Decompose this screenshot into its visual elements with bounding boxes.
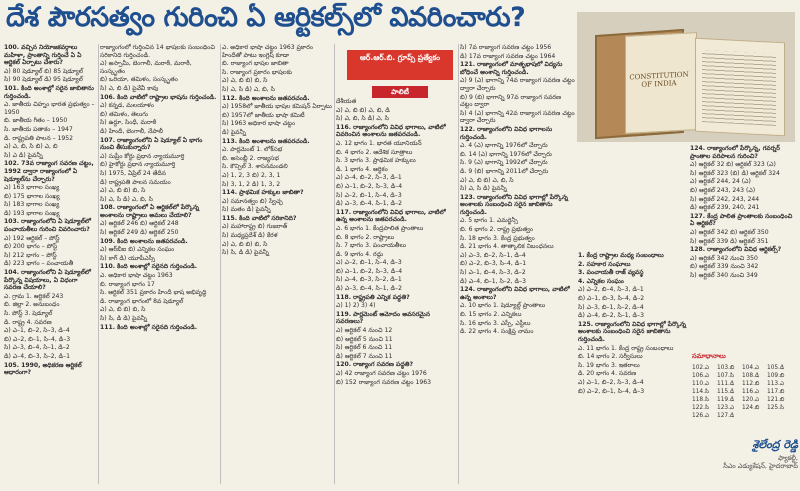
question-line: బి) తమిళం, తెలుగు bbox=[100, 110, 148, 118]
question-line: ఎ) ఎ–1, బి–2, సి–3, డి–4 bbox=[4, 327, 70, 335]
book-text-lines bbox=[702, 50, 776, 126]
answer-item: 125.సి bbox=[767, 405, 784, 411]
question-line: ఎ. 5 భాగం 1. ఎమర్జెన్సీ bbox=[460, 217, 518, 225]
answer-item: 122.సి bbox=[692, 405, 709, 411]
question-line: ఎ) ఎ–2, బి–4, సి–3, డి–1 bbox=[578, 286, 644, 294]
question-line: సి. 19 భాగం 3. ఇతరాలు bbox=[578, 361, 640, 369]
question-line: సి) 3, 1, 2 డి) 1, 3, 2 bbox=[222, 180, 281, 188]
series-banner bbox=[347, 50, 453, 80]
question-line: ఎ) ఆర్టికల్ 32 బి) ఆర్టికల్ 323 (ఎ) bbox=[690, 161, 776, 169]
question-column-4 bbox=[336, 98, 456, 486]
question-line: డి. రాజ్యాంగ భాగంలో 8వ షెడ్యూల్ bbox=[100, 297, 184, 305]
question-line: డి) పైవన్నీ bbox=[222, 128, 246, 136]
question-line: సి) 183 భాగాల సంఖ్య bbox=[4, 201, 60, 209]
answer-item: 104.ఎ bbox=[742, 365, 760, 371]
question-line: సి) ఉర్దూ, సింధీ, మరాఠీ bbox=[100, 119, 157, 127]
question-line: సి) ఎ, బి, సి డి) ఎ, సి bbox=[336, 115, 389, 123]
question-line: బి) ఎ–1, బి–2, సి–3, డి–4 bbox=[336, 267, 403, 275]
question-line: ఎ) ఎ, బి బి) ఎ, బి, డి bbox=[336, 106, 390, 114]
question-line: బి) 152 రాజ్యాంగ సవరణ చట్టం 1963 bbox=[336, 378, 431, 386]
author-byline bbox=[710, 438, 798, 488]
question-line: బి. 8 భాగం 2. రాష్ట్రాలు bbox=[336, 233, 395, 241]
answer-item: 123.ఎ bbox=[717, 405, 735, 411]
question-line: 115. కింది వాటిలో సరికానిది? bbox=[222, 214, 297, 222]
answer-item: 107.సి bbox=[717, 373, 734, 379]
question-line: సి. 3 భాగం 3. ప్రాథమిక హక్కులు bbox=[336, 157, 416, 165]
question-line: 4. ఎన్నికల సంఘం bbox=[578, 277, 624, 285]
answer-item: 119.డి bbox=[717, 397, 735, 403]
question-line: 127. కేంద్ర పాలిత ప్రాంతాలకు సంబంధించి ఏ ఆర్టికల్? bbox=[690, 212, 793, 228]
question-line: సి) మతం డి) పైవన్నీ bbox=[222, 206, 271, 214]
question-line: సి. జాతీయ పతాకం – 1947 bbox=[4, 125, 73, 133]
question-line: డి) ఎ–3, బి–4, సి–1, డి–2 bbox=[336, 200, 402, 208]
question-line: ఎ) కన్నడ, మలయాళం bbox=[100, 102, 154, 110]
question-line: ఎ) ఆర్టికల్ 4 నుంచి 12 bbox=[336, 327, 393, 335]
question-line: ఎ) ఎ–2, బి–1, సి–4, డి–3 bbox=[336, 259, 402, 267]
question-line: ఎ. 11 భాగం 1. కేంద్ర రాష్ట్ర సంబంధాలు bbox=[578, 344, 674, 352]
question-line: ఎ) 163 భాగాల సంఖ్య bbox=[4, 184, 60, 192]
question-line: ఎ) 192 ఆర్టికల్ – పోస్ట్ bbox=[4, 234, 60, 242]
question-line: ఎ. 12 భాగం 1. భారత యూనియన్ bbox=[336, 139, 422, 147]
question-line: సి) ఎ–3, బి–4, సి–1, డి–2 bbox=[4, 344, 70, 352]
question-line: 123. రాజ్యాంగంలోని వివిధ భాగాల్లో పేర్కొన్న అంశాలకు సంబంధించి సరైన జాబితాను గుర్తించండి. bbox=[460, 193, 569, 216]
question-line: 100. వచ్చిన నియోజకవర్గాలు మహిళా, ప్రాంతాన్ని గుర్తించే ఏ ఏ ఆర్టికల్ ఏర్పాటు చేశారు? bbox=[4, 44, 82, 67]
question-line: ఎ) 9 (ఎ) భాగాన్ని 74వ రాజ్యాంగ సవరణ చట్టం ద్వారా చేర్చారు bbox=[460, 77, 575, 92]
question-line: ఎ) 1) 2) 3) 4) bbox=[336, 302, 376, 310]
page-headline: దేశ పౌరసత్వం గురించి ఏ ఆర్టికల్స్‌లో వివరించారు? bbox=[6, 2, 526, 33]
question-line: బి) ఆర్టికల్ 243, 243 (ఎ) bbox=[690, 186, 756, 194]
answer-item: 124.బి bbox=[742, 405, 760, 411]
question-line: ఎ) ఎ, బి బి) బి, సి bbox=[222, 240, 268, 248]
question-line: 108. రాజ్యాంగంలో ఏ ఆర్టికల్‌లో పేర్కొన్న అంశాలను రాష్ట్రాలు అమలు చేయాలి? bbox=[100, 204, 200, 219]
question-line: 107. రాజ్యాంగంలోని ఏ షెడ్యూల్ ఏ భాగం నుంచి తీసుకున్నారు? bbox=[100, 136, 203, 152]
question-line: ఎ) అస్సామీ, బెంగాలీ, మరాఠీ, మరాఠీ, సంస్కృతం bbox=[100, 60, 192, 75]
question-line: 102. 73వ రాజ్యాంగ సవరణ చట్టం, 1992 ద్వారా రాజ్యాంగంలో ఏ షెడ్యూల్‌ను చేర్చారు? bbox=[4, 160, 94, 183]
answer-item: 116.ఎ bbox=[742, 389, 760, 395]
question-line: డి) 193 భాగాల సంఖ్య bbox=[4, 209, 60, 217]
question-line: 105. 1990, అధికరణ ఆర్టికల్ ఆధారంగా? bbox=[4, 361, 82, 377]
question-line: సి) ఎ–2, బి–1, సి–4, డి–3 bbox=[336, 191, 402, 199]
question-line: ఎ) ఆర్‌బీఐ బి) ఎన్నికల సంఘం bbox=[100, 246, 175, 254]
answer-item: 108.డి bbox=[742, 373, 760, 379]
question-line: ఎ) ఎ, బి బి) బి, సి bbox=[222, 77, 268, 85]
question-line: 112. కింది అంశాలను జతపరచండి. bbox=[222, 94, 310, 102]
question-column-6 bbox=[578, 252, 698, 482]
question-line: 101. కింది అంశాల్లో సరైన జాబితాను గుర్తించండి. bbox=[4, 84, 94, 100]
question-line: బి) హైకోర్టు ప్రధాన న్యాయమూర్తి bbox=[100, 161, 176, 169]
question-line: డి) ఆర్టికల్ 239, 240, 241 bbox=[690, 204, 760, 212]
divider bbox=[334, 44, 335, 484]
question-line: సి) 90 షెడ్యూల్ డి) 95 షెడ్యూల్ bbox=[4, 76, 83, 84]
question-line: బి. 15 భాగం 2. ఎన్నికలు bbox=[460, 311, 522, 318]
author-name: శైలేంద్ర రెడ్డి bbox=[752, 438, 798, 451]
question-line: డి. 9 (బి) భాగాన్ని 2011లో చేర్చారు bbox=[460, 167, 549, 175]
question-line: 124. రాజ్యాంగంలో పేర్కొన్న, గవర్నర్ ప్రాంతాల పరిపాలన గురించి? bbox=[690, 145, 780, 160]
question-line: ఎ) మహారాష్ట్ర బి) గుజరాత్ bbox=[222, 223, 288, 231]
question-line: 104. రాజ్యాంగంలోని ఏ షెడ్యూల్‌లో పేర్కొన్న విషయాలు, ఏ విధంగా సవరణ చేయాలి? bbox=[4, 269, 91, 292]
answer-item: 106.ఎ bbox=[692, 373, 710, 379]
question-line: బి. 14 భాగం 2. సర్వీసులు bbox=[578, 353, 643, 361]
question-line: సి) సి, డి డి) పైవన్నీ bbox=[222, 249, 270, 257]
constitution-book-photo bbox=[577, 12, 795, 142]
question-line: సి) ఆర్టికల్ 323 (బి) డి) ఆర్టికల్ 324 bbox=[690, 169, 780, 177]
answer-item: 117.బి bbox=[767, 389, 785, 395]
question-line: ఎ) 1, 2, 3 బి) 2, 3, 1 bbox=[222, 171, 281, 179]
question-line: సి. 18 భాగం 3. కేంద్ర ప్రభుత్వం bbox=[460, 234, 535, 242]
question-line: డి) ఆర్టికల్ 7 నుంచి 11 bbox=[336, 352, 393, 360]
question-line: డి. రాష్ట్రపతి పాలన – 1952 bbox=[4, 134, 74, 142]
answer-item: 102.ఎ bbox=[692, 365, 710, 371]
question-line: బి) ఎ–2, బి–1, సి–4, డి–3 bbox=[4, 335, 71, 343]
question-line: సి) ఎ, సి డి) ఎ, బి, సి bbox=[100, 195, 153, 203]
question-line: 110. కింది అంశాల్లో సరైనది గుర్తించండి. bbox=[100, 263, 198, 271]
question-column-5 bbox=[460, 44, 575, 486]
question-line: 120. రాజ్యాంగ సవరణ పద్ధతి? bbox=[336, 361, 413, 369]
question-line: డి) ఎ–4, బి–2, సి–1, డి–3 bbox=[578, 312, 644, 320]
question-line: రాజ్యాంగంలో గుర్తించిన 14 భాషలకు సంబంధించి సరికానిది గుర్తించండి. bbox=[100, 44, 215, 59]
question-line: సి) 4 (ఎ) భాగాన్ని 42వ రాజ్యాంగ సవరణ చట్టం ద్వారా చేర్చారు bbox=[460, 109, 575, 125]
answer-item: 121.బి bbox=[767, 397, 785, 403]
question-line: సి) ఎ, బి డి) పైవేవీ కావు bbox=[100, 84, 159, 92]
question-line: బి. రాజ్యాంగ భాషల జాబితా bbox=[222, 60, 289, 68]
answer-item: 126.ఎ bbox=[692, 413, 710, 419]
divider bbox=[458, 44, 459, 484]
question-line: 2. సహకార సంఘాలు bbox=[578, 260, 631, 268]
question-line: బి) ఎ–2, బి–1, సి–4, డి–3 bbox=[578, 387, 645, 395]
question-line: 106. కింది వాటిలో రాష్ట్రాల భాషను గుర్తించండి. bbox=[100, 93, 217, 101]
question-line: ఎ) 80 షెడ్యూల్ బి) 85 షెడ్యూల్ bbox=[4, 67, 84, 75]
question-line: 3. పంచాయతీ రాజ్ వ్యవస్థ bbox=[578, 269, 644, 277]
question-line: బి) ఎ–1, బి–3, సి–4, డి–2 bbox=[578, 294, 645, 302]
answer-item: 105.డి bbox=[767, 365, 785, 371]
question-line: ఎ) ఎ, బి బి) బి, సి bbox=[100, 187, 146, 195]
question-line: దేశీయత bbox=[336, 98, 357, 105]
question-line: సి. 9 (ఎ) భాగాన్ని 1992లో చేర్చారు bbox=[460, 159, 548, 167]
answers-box bbox=[692, 352, 792, 420]
question-line: బి. 4 భాగం 2. ఆదేశిక సూత్రాలు bbox=[336, 148, 413, 156]
question-line: సి. కౌన్సిల్ 3. శాసనమండలి bbox=[222, 163, 288, 171]
question-line: సి) 7వ రాజ్యాంగ సవరణ చట్టం 1956 bbox=[460, 44, 552, 51]
question-line: ఎ) 42 రాజ్యాంగ సవరణ చట్టం 1976 bbox=[336, 370, 427, 377]
question-line: ఎ) ఎ, బి బి) ఎ, బి, సి bbox=[460, 176, 514, 184]
question-line: డి) హిందీ, బెంగాలీ, నేపాలీ bbox=[100, 127, 163, 135]
answer-item: 103.బి bbox=[717, 365, 735, 371]
question-line: సి) ఎ–4, బి–3, సి–2, డి–1 bbox=[336, 276, 402, 284]
question-line: ఎ. పార్లమెంట్ 1. లోక్‌సభ bbox=[222, 146, 283, 154]
question-line: సి) ఎ, సి డి) పైవన్నీ bbox=[460, 185, 507, 193]
question-line: సి) ఆర్టికల్ 249 డి) ఆర్టికల్ 250 bbox=[100, 229, 179, 237]
question-line: సి. 16 భాగం 3. ఎస్సీ, ఎస్టీలు bbox=[460, 319, 531, 327]
question-line: బి. 14 (ఎ) భాగాన్ని 1976లో చేర్చారు bbox=[460, 150, 552, 158]
question-line: 117. రాజ్యాంగంలోని వివిధ భాగాలు, వాటిలో ఉన్న అంశాలను జతపరచండి. bbox=[336, 208, 446, 224]
question-line: 119. పార్లమెంట్ ఆమోదం అవసరమైన సవరణలు? bbox=[336, 310, 431, 326]
question-line: సి. ఆర్టికల్ 351 ప్రకారం హిందీ భాష అభివృద్ధి bbox=[100, 289, 207, 297]
answer-item: 127.డి bbox=[717, 413, 735, 419]
question-line: బి. 6 భాగం 2. రాష్ట్ర ప్రభుత్వం bbox=[460, 226, 533, 234]
answer-item: 118.సి bbox=[692, 397, 709, 403]
author-role: ఫ్యాకల్టీ, bbox=[778, 454, 798, 462]
question-line: డి) ఎ–4, బి–3, సి–2, డి–1 bbox=[4, 352, 70, 360]
question-column-1 bbox=[4, 44, 96, 486]
question-line: సి) కాగ్ డి) యూపీఎస్సీ bbox=[100, 254, 156, 262]
question-line: ఎ) ఎ, బి, సి బి) ఎ, బి bbox=[4, 143, 58, 151]
question-line: 109. కింది అంశాలను జతపరచండి. bbox=[100, 237, 188, 245]
question-line: సి) ఆర్టికల్ 339 డి) ఆర్టికల్ 351 bbox=[690, 237, 769, 245]
divider bbox=[220, 44, 221, 484]
question-line: 103. రాజ్యాంగంలోని ఏ షెడ్యూల్‌లో పంచాయతీలు గురించి వివరించారు? bbox=[4, 218, 91, 234]
answer-item: 112.బి bbox=[742, 381, 760, 387]
question-line: సి) 1975, ఏప్రిల్ 24 తేదీన bbox=[100, 169, 166, 177]
question-line: సి) సి, డి డి) పైవన్నీ bbox=[100, 315, 148, 322]
question-line: బి) ఎ–1, బి–2, సి–3, డి–4 bbox=[336, 182, 403, 190]
question-line: సి) ఎ, సి డి) ఎ, బి, సి bbox=[222, 85, 275, 93]
question-line: డి) రాష్ట్రపతి పాలన సమయం bbox=[100, 178, 171, 186]
question-column-7 bbox=[690, 145, 798, 279]
question-line: 125. రాజ్యాంగంలోని వివిధ భాగాల్లో పేర్కొన్న అంశాలకు సంబంధించి సరైన జాబితాను గుర్తించండి. bbox=[578, 320, 687, 343]
question-line: సి) 1963 అధికార భాషా చట్టం bbox=[222, 120, 296, 128]
answer-item: 115.డి bbox=[717, 389, 735, 395]
question-line: డి) 17వ రాజ్యాంగ సవరణ చట్టం 1964 bbox=[460, 52, 556, 60]
question-line: ఎ) సుప్రీం కోర్టు ప్రధాన న్యాయమూర్తి bbox=[100, 152, 185, 160]
question-line: బి) ఎ–2, బి–3, సి–4, డి–1 bbox=[460, 260, 527, 268]
question-line: 118. రాష్ట్రపతి ఎన్నిక పద్ధతి? bbox=[336, 293, 410, 301]
question-line: డి. 20 భాగం 4. సవరణ bbox=[578, 370, 637, 378]
question-line: 128. రాజ్యాంగంలోని వివిధ ఆర్టికల్స్? bbox=[690, 246, 782, 254]
question-line: డి. 1 భాగం 4. ఆర్థికం bbox=[336, 165, 388, 173]
question-line: డి) ఎ–3, బి–4, సి–1, డి–2 bbox=[336, 285, 402, 293]
divider bbox=[98, 44, 99, 484]
question-line: డి. 22 భాగం 4. సంక్షిప్త నామం bbox=[460, 328, 534, 336]
question-line: ఎ) 1958లో జాతీయ భాషల కమిషన్ ఏర్పాటు bbox=[222, 103, 332, 111]
question-line: 122. రాజ్యాంగంలోని వివిధ భాగాలను గుర్తించండి. bbox=[460, 125, 553, 141]
question-line: సి) ఎ డి) పైవన్నీ bbox=[4, 151, 43, 159]
question-line: 124. రాజ్యాంగంలోని వివిధ భాగాలు, వాటిలో ఉన్న అంశాలు? bbox=[460, 286, 570, 301]
question-column-3 bbox=[222, 44, 332, 486]
question-column-2 bbox=[100, 44, 218, 486]
question-line: సి) ఆర్టికల్ 242, 243, 244 bbox=[690, 195, 760, 203]
question-line: బి) ఆర్టికల్ 5 నుంచి 11 bbox=[336, 335, 393, 343]
subject-badge: పాలిటీ bbox=[372, 86, 428, 98]
question-line: ఎ. 4 (ఎ) భాగాన్ని 1976లో చేర్చారు bbox=[460, 142, 548, 150]
question-line: బి) 200 భాగం – పోస్ట్ bbox=[4, 243, 58, 251]
question-line: సి) ఆర్టికల్ 6 నుంచి 11 bbox=[336, 344, 393, 352]
answers-grid bbox=[692, 364, 792, 420]
answer-item: 109.బి bbox=[767, 373, 785, 379]
question-line: ఎ) సమానత్వం బి) స్వేచ్ఛ bbox=[222, 197, 283, 205]
answer-item: 113.ఎ bbox=[767, 381, 785, 387]
question-line: బి. రాజ్యాంగ భాగం 17 bbox=[100, 280, 155, 288]
question-line: ఎ) ఆర్టికల్ 244, 24 (ఎ) bbox=[690, 178, 751, 186]
answers-title: సమాధానాలు bbox=[692, 352, 726, 360]
question-line: సి) ఆర్టికల్ 340 నుంచి 349 bbox=[690, 271, 758, 279]
question-line: సి. పోస్ట్ 3. షెడ్యూల్ bbox=[4, 310, 53, 317]
question-line: సి) మధ్యప్రదేశ్ డి) కేరళ bbox=[222, 232, 278, 240]
question-line: డి) 223 భాగం – పంచాయతీ bbox=[4, 260, 74, 268]
question-line: బి) ఆర్టికల్ 339 నుంచి 342 bbox=[690, 263, 759, 271]
question-line: బి) 9 (బి) భాగాన్ని 97వ రాజ్యాంగ సవరణ చట్టం ద్వారా bbox=[460, 93, 562, 109]
question-line: బి) 175 భాగాల సంఖ్య bbox=[4, 192, 60, 200]
question-line: ఎ. జాతీయ చిహ్నం భారత ప్రభుత్వం – 1950 bbox=[4, 101, 95, 116]
question-line: బి. అసెంబ్లీ 2. రాజ్యసభ bbox=[222, 154, 279, 162]
question-line: ఎ. గ్రామ 1. ఆర్టికల్ 243 bbox=[4, 292, 64, 300]
question-line: 1. కేంద్ర రాష్ట్రాల మధ్య సంబంధాలు bbox=[578, 252, 664, 259]
question-line: సి. రాజ్యాంగ ప్రకారం భాషలకు bbox=[222, 68, 293, 76]
question-line: డి. 21 భాగం 4. తాత్కాలిక నిబంధనలు bbox=[460, 243, 554, 251]
question-line: డి. 9 భాగం 4. రద్దు bbox=[336, 250, 384, 258]
question-line: ఎ) ఎ–1, బి–2, సి–3, డి–4 bbox=[578, 378, 644, 386]
question-line: 116. రాజ్యాంగంలోని వివిధ భాగాలు, వాటిలో వివరించిన అంశాలను జతపరచండి. bbox=[336, 123, 446, 139]
question-line: 114. ప్రాథమిక హక్కుల జాబితా? bbox=[222, 189, 304, 197]
question-line: ఎ) ఎ–3, బి–2, సి–1, డి–4 bbox=[460, 251, 526, 259]
question-line: బి. జిల్లా 2. అనుబంధం bbox=[4, 301, 60, 309]
book-title-text: CONSTITUTION OF INDIA bbox=[629, 70, 689, 89]
question-line: బి) ఒరియా, తమిళం, సంస్కృతం bbox=[100, 76, 178, 84]
question-line: ఎ) ఆర్టికల్ 246 బి) ఆర్టికల్ 248 bbox=[100, 220, 179, 228]
question-line: ఎ) ఆర్టికల్ 342 బి) ఆర్టికల్ 350 bbox=[690, 228, 769, 236]
question-line: ఎ) ఆర్టికల్ 342 నుంచి 350 bbox=[690, 254, 758, 262]
question-line: 111. కింది అంశాల్లో సరైనది గుర్తించండి. bbox=[100, 323, 198, 331]
question-line: ఎ. అధికార భాషా చట్టం 1963 bbox=[100, 272, 173, 280]
question-line: డి. రాష్ట్ర 4. సవరణ bbox=[4, 318, 52, 326]
question-line: బి. జాతీయ గీతం – 1950 bbox=[4, 117, 68, 125]
question-line: సి. 7 భాగం 3. పంచాయతీలు bbox=[336, 242, 407, 250]
question-line: సి) 212 భాగం – పోస్ట్ bbox=[4, 251, 57, 259]
author-affiliation: సీఎం ఎడ్యుకేషన్, హైదరాబాద్ bbox=[723, 462, 798, 470]
question-line: ఎ. అధికార భాషా చట్టం 1963 ప్రకారం హిందీతో పాటు ఇంగ్లిష్ కూడా bbox=[222, 44, 313, 59]
question-line: ఎ) ఎ, బి బి) బి, సి bbox=[100, 306, 146, 314]
answer-item: 110.ఎ bbox=[692, 381, 710, 387]
question-line: ఎ. 6 భాగం 1. కేంద్రపాలిత ప్రాంతాలు bbox=[336, 224, 424, 232]
answer-item: 120.ఎ bbox=[742, 397, 760, 403]
question-line: 121. రాజ్యాంగంలో మాతృభాషలో విద్యను బోధించే అంశాన్ని గుర్తించండి. bbox=[460, 61, 563, 76]
question-line: ఎ. 10 భాగం 1. షెడ్యూల్డ్ ప్రాంతాలు bbox=[460, 302, 546, 310]
question-line: సి) ఎ–1, బి–4, సి–3, డి–2 bbox=[460, 269, 526, 277]
question-line: 113. కింది అంశాలను జతపరచండి. bbox=[222, 137, 310, 145]
question-line: సి) ఎ–3, బి–1, సి–2, డి–4 bbox=[578, 303, 644, 311]
answer-item: 114.సి bbox=[692, 389, 709, 395]
series-label: ఆర్‌.ఆర్‌.బి. గ్రూప్స్‌ ప్రత్యేకం bbox=[359, 53, 441, 62]
question-line: ఎ) ఎ–4, బి–2, సి–3, డి–1 bbox=[336, 174, 402, 182]
question-line: డి) ఎ–4, బి–1, సి–2, డి–3 bbox=[460, 277, 526, 285]
question-line: బి) 1957లో జాతీయ భాషా కమిటీ bbox=[222, 111, 305, 119]
answer-item: 111.డి bbox=[717, 381, 735, 387]
